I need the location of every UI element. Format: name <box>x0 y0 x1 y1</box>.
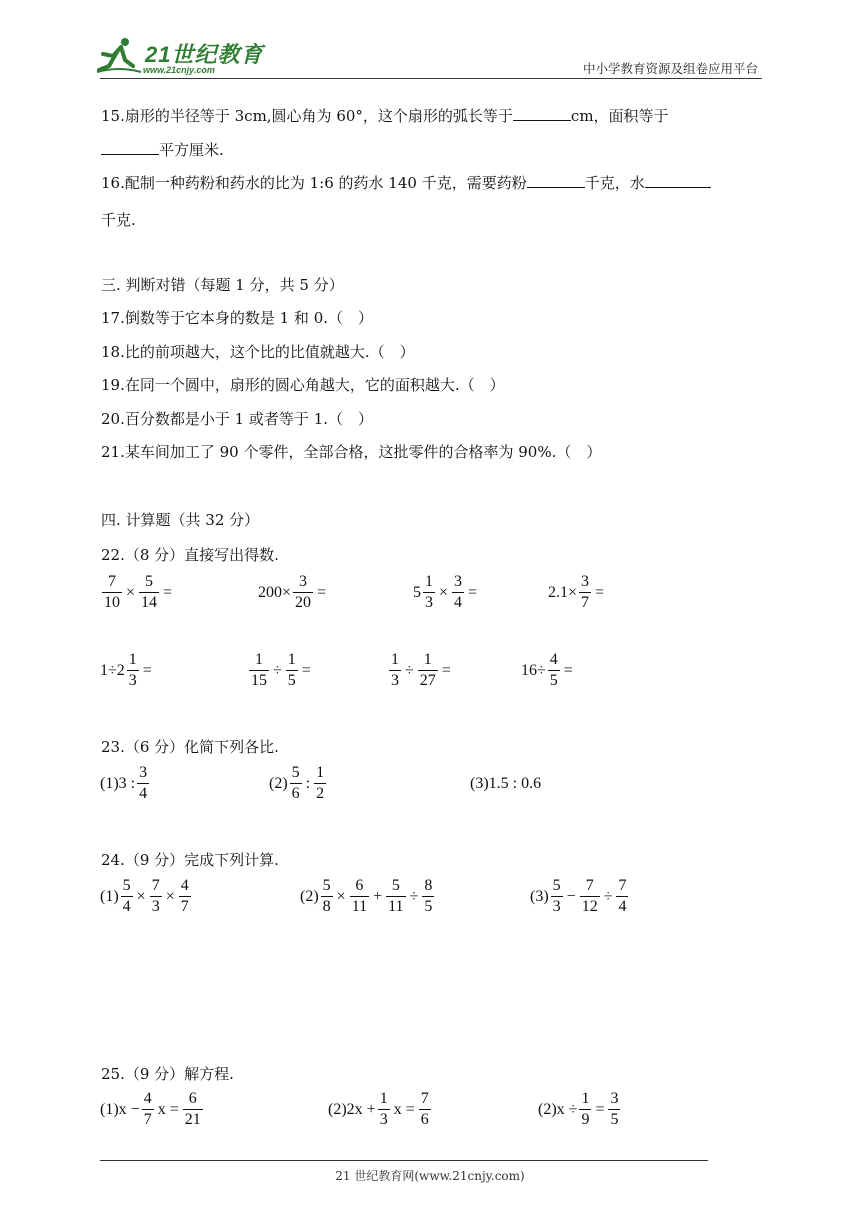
q15-text-b: cm，面积等于 <box>570 107 669 125</box>
answer-blank <box>645 174 711 188</box>
logo-url: www.21cnjy.com <box>143 65 215 75</box>
runner-logo-icon <box>95 36 143 76</box>
calc-24-3: (3) $\frac{5}{3}$ − $\frac{7}{12}$ ÷ $\frac{7}{4}$ <box>530 877 627 915</box>
question-16 <box>101 173 711 193</box>
answer-blank <box>513 107 571 121</box>
equation-25-3: (2)x ÷ $\frac{1}{9}$ = $\frac{3}{5}$ <box>538 1090 619 1128</box>
equation-25-2: (2)2x + $\frac{1}{3}$ x = $\frac{7}{6}$ <box>328 1090 429 1128</box>
ratio-23-3: (3)1.5 : 0.6 <box>470 775 542 792</box>
header-divider <box>100 78 762 79</box>
logo-text: 21世纪教育 <box>145 42 264 67</box>
answer-blank <box>101 141 159 155</box>
question-19: 19.在同一个圆中，扇形的圆心角越大，它的面积越大.（ ） <box>101 376 505 394</box>
expr-22-1: $\frac{7}{10}$ × $\frac{5}{14}$ = <box>104 573 173 611</box>
ratio-23-2: (2) $\frac{5}{6}$ : $\frac{1}{2}$ <box>269 764 325 802</box>
header-platform-text: 中小学教育资源及组卷应用平台 <box>582 61 758 76</box>
question-15-cont <box>101 140 224 160</box>
expr-22-3: 5 $\frac{1}{3}$ × $\frac{3}{4}$ = <box>413 573 478 611</box>
expr-22-5: 1÷2 $\frac{1}{3}$ = <box>100 651 152 689</box>
q16-text-a: 16.配制一种药粉和药水的比为 1:6 的药水 140 千克，需要药粉 <box>101 174 527 192</box>
calc-24-1: (1) $\frac{5}{4}$ × $\frac{7}{3}$ × $\frac{4}{7}$ <box>100 877 189 915</box>
question-22: 22.（8 分）直接写出得数. <box>101 546 279 564</box>
footer-text: 21 世纪教育网(www.21cnjy.com) <box>335 1169 525 1183</box>
question-24: 24.（9 分）完成下列计算. <box>101 851 279 869</box>
section-4-title: 四. 计算题（共 32 分） <box>101 511 260 529</box>
q16-text-c: 千克. <box>101 211 136 229</box>
equation-25-1: (1)x − $\frac{4}{7}$ x = $\frac{6}{21}$ <box>100 1090 201 1128</box>
answer-blank <box>527 174 585 188</box>
site-logo <box>95 36 265 78</box>
question-21: 21.某车间加工了 90 个零件，全部合格，这批零件的合格率为 90%.（ ） <box>101 443 602 461</box>
q15-text-a: 15.扇形的半径等于 3cm,圆心角为 60°，这个扇形的弧长等于 <box>101 107 513 125</box>
expr-22-8: 16÷ $\frac{4}{5}$ = <box>521 651 573 689</box>
expr-22-7: $\frac{1}{3}$ ÷ $\frac{1}{27}$ = <box>391 651 451 689</box>
expr-22-6: $\frac{1}{15}$ ÷ $\frac{1}{5}$ = <box>251 651 311 689</box>
question-23: 23.（6 分）化简下列各比. <box>101 738 279 756</box>
question-18: 18.比的前项越大，这个比的比值就越大.（ ） <box>101 343 415 361</box>
expr-22-2: 200× $\frac{3}{20}$ = <box>258 573 327 611</box>
question-16-cont <box>101 210 136 230</box>
calc-24-2: (2) $\frac{5}{8}$ × $\frac{6}{11}$ + $\frac{5}{11}$ ÷ $\frac{8}{5}$ <box>300 877 433 915</box>
ratio-23-1: (1)3 : $\frac{3}{4}$ <box>100 764 148 802</box>
section-3-title: 三. 判断对错（每题 1 分，共 5 分） <box>101 276 344 294</box>
question-17: 17.倒数等于它本身的数是 1 和 0.（ ） <box>101 309 374 327</box>
q16-text-b: 千克，水 <box>584 174 645 192</box>
q15-text-c: 平方厘米. <box>159 141 224 159</box>
expr-22-4: 2.1× $\frac{3}{7}$ = <box>548 573 605 611</box>
question-25: 25.（9 分）解方程. <box>101 1065 234 1083</box>
question-15 <box>101 106 669 126</box>
question-20: 20.百分数都是小于 1 或者等于 1.（ ） <box>101 410 374 428</box>
footer-divider <box>100 1160 708 1161</box>
